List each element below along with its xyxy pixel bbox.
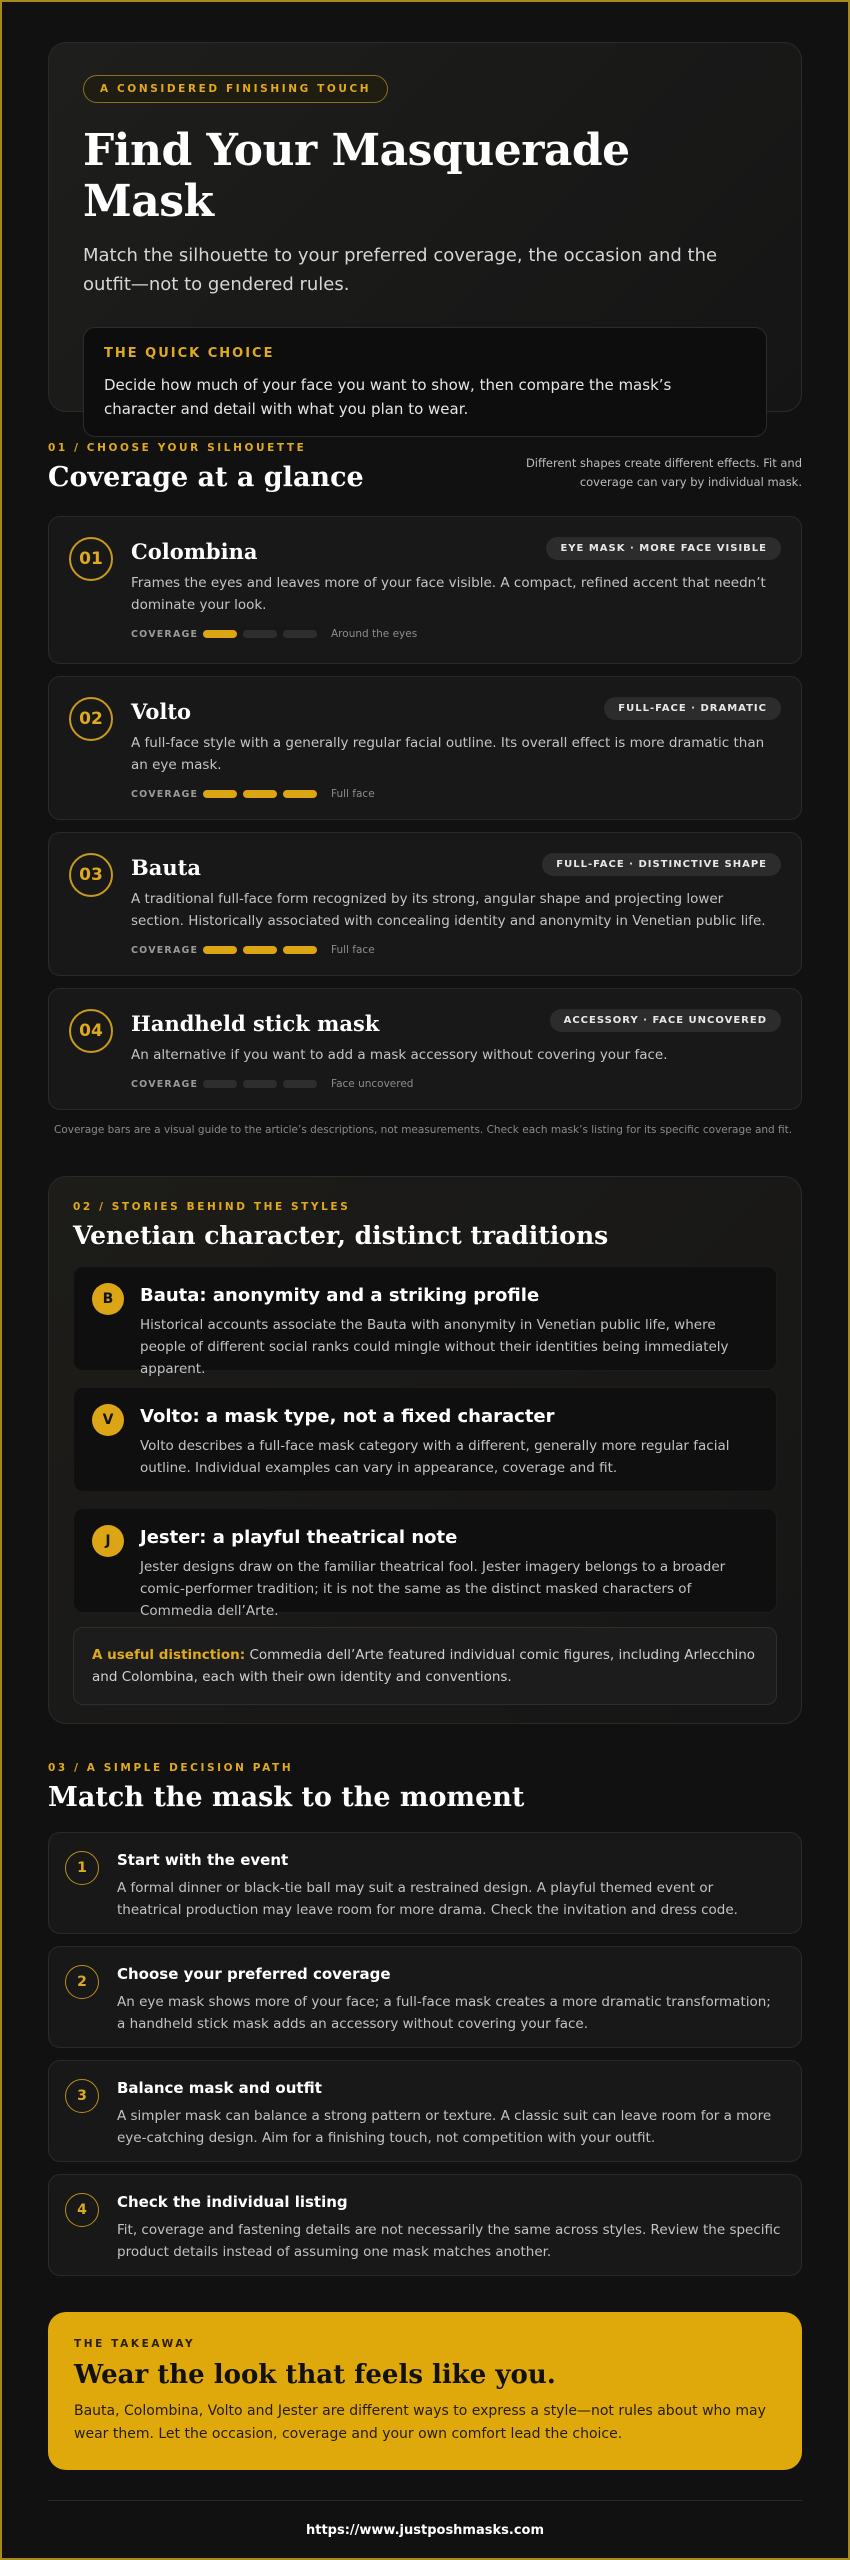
steps-title: Match the mask to the moment: [48, 1782, 525, 1813]
story-badge: J: [92, 1525, 124, 1557]
coverage-text: Full face: [331, 788, 375, 800]
silhouette-name: Colombina: [131, 539, 258, 564]
silhouette-card-volto: [48, 676, 802, 820]
silhouette-number: 02: [69, 697, 113, 741]
quick-choice-box: [83, 327, 767, 437]
takeaway-text: Bauta, Colombina, Volto and Jester are different ways to express a style—not rules about who may wear them. Let the occasion, coverage and your own comfort lead the choice.: [74, 2403, 766, 2442]
step-text: A formal dinner or black-tie ball may suit a restrained design. A playful themed event or theatrical production may leave room for more drama. Check the invitation and dress code.: [117, 1880, 738, 1918]
stories-eyebrow: 02 / STORIES BEHIND THE STYLES: [73, 1201, 351, 1213]
silhouette-desc: A traditional full-face form recognized by its strong, angular shape and projecting lower section. Historically associated with concealing identity and anonymity in Venetian public life.: [131, 891, 766, 929]
stories-section: [48, 1176, 802, 1724]
coverage-bar: [243, 946, 277, 954]
silhouette-name: Bauta: [131, 855, 201, 880]
coverage-label: COVERAGE: [131, 788, 199, 800]
silhouette-tag: FULL-FACE · DISTINCTIVE SHAPE: [542, 853, 781, 876]
step-number: 1: [65, 1851, 99, 1885]
story-title: Bauta: anonymity and a striking profile: [140, 1285, 540, 1306]
silhouette-list: [48, 516, 802, 1110]
step-title: Choose your preferred coverage: [117, 1965, 391, 1983]
silhouette-number: 01: [69, 537, 113, 581]
story-card-bauta: [73, 1266, 777, 1377]
steps-eyebrow: 03 / A SIMPLE DECISION PATH: [48, 1762, 294, 1774]
coverage-bar: [283, 790, 317, 798]
step-text: Fit, coverage and fastening details are not necessarily the same across styles. Review the specific product details instead of assuming one mask matches another.: [117, 2222, 781, 2260]
steps-list: [48, 1832, 802, 2276]
coverage-bar: [203, 946, 237, 954]
coverage-note: Coverage bars are a visual guide to the article’s descriptions, not measurements. Check each mask’s listing for its specific coverage and fit.: [54, 1124, 793, 1136]
coverage-text: Face uncovered: [331, 1078, 414, 1090]
silhouette-tag: EYE MASK · MORE FACE VISIBLE: [546, 537, 781, 560]
coverage-meter: [131, 626, 781, 642]
silhouette-card-colombina: [48, 516, 802, 664]
coverage-bar: [203, 1080, 237, 1088]
coverage-text: Full face: [331, 944, 375, 956]
silhouette-tag: ACCESSORY · FACE UNCOVERED: [550, 1009, 781, 1032]
coverage-bar: [243, 790, 277, 798]
page-title: Find Your Masquerade Mask: [83, 125, 630, 227]
coverage-bar: [203, 630, 237, 638]
hero-section: [48, 42, 802, 418]
quick-choice-label: THE QUICK CHOICE: [104, 346, 275, 361]
coverage-text: Around the eyes: [331, 628, 418, 640]
story-card-volto: [73, 1387, 777, 1492]
distinction-text: Commedia dell’Arte featured individual comic figures, including Arlecchino and Colombina, each with their own identity and conventions.: [92, 1647, 756, 1685]
silhouette-number: 04: [69, 1009, 113, 1053]
takeaway-label: THE TAKEAWAY: [74, 2338, 196, 2350]
story-badge: V: [92, 1404, 124, 1436]
coverage-bar: [243, 1080, 277, 1088]
coverage-bar: [283, 946, 317, 954]
coverage-meter: [131, 1076, 781, 1092]
silhouette-card-bauta: [48, 832, 802, 976]
silhouette-desc: Frames the eyes and leaves more of your face visible. A compact, refined accent that needn’t dominate your look.: [131, 575, 766, 613]
step-card: [48, 2174, 802, 2276]
silhouette-desc: A full-face style with a generally regular facial outline. Its overall effect is more dramatic than an eye mask.: [131, 735, 765, 773]
coverage-meter: [131, 942, 781, 958]
story-title: Jester: a playful theatrical note: [140, 1527, 458, 1548]
silhouette-name: Handheld stick mask: [131, 1011, 380, 1036]
step-card: [48, 1832, 802, 1934]
silhouette-name: Volto: [131, 699, 192, 724]
distinction-label: A useful distinction:: [92, 1647, 246, 1663]
coverage-meter: [131, 786, 781, 802]
takeaway-title: Wear the look that feels like you.: [74, 2360, 556, 2390]
step-card: [48, 2060, 802, 2162]
coverage-bar: [283, 1080, 317, 1088]
quick-choice-text: Decide how much of your face you want to show, then compare the mask’s character and detail with what you plan to wear.: [104, 376, 672, 418]
step-number: 2: [65, 1965, 99, 1999]
silhouette-desc: An alternative if you want to add a mask accessory without covering your face.: [131, 1047, 668, 1063]
step-title: Check the individual listing: [117, 2193, 348, 2211]
step-number: 4: [65, 2193, 99, 2227]
silhouette-aside: Different shapes create different effects. Fit and coverage can vary by individual mask.: [525, 456, 802, 489]
story-text: Historical accounts associate the Bauta with anonymity in Venetian public life, where people of different social ranks could mingle without their identities being immediately apparent.: [140, 1317, 729, 1377]
stories-title: Venetian character, distinct traditions: [73, 1221, 609, 1250]
story-text: Jester designs draw on the familiar theatrical fool. Jester imagery belongs to a broader comic-performer tradition; it is not the same as the distinct masked characters of Commedia dell’Arte.: [140, 1559, 726, 1619]
step-title: Start with the event: [117, 1851, 289, 1869]
coverage-bar: [203, 790, 237, 798]
step-text: An eye mask shows more of your face; a full-face mask creates a more dramatic transformation; a handheld stick mask adds an accessory without covering your face.: [117, 1994, 771, 2032]
footer-divider: [48, 2500, 802, 2501]
step-card: [48, 1946, 802, 2048]
coverage-bar: [283, 630, 317, 638]
step-number: 3: [65, 2079, 99, 2113]
silhouette-card-handheld: [48, 988, 802, 1110]
story-badge: B: [92, 1283, 124, 1315]
silhouette-eyebrow: 01 / CHOOSE YOUR SILHOUETTE: [48, 442, 307, 454]
step-text: A simpler mask can balance a strong pattern or texture. A classic suit can leave room for a more eye-catching design. Aim for a finishing touch, not competition with your outfit.: [117, 2108, 772, 2146]
coverage-label: COVERAGE: [131, 944, 199, 956]
story-title: Volto: a mask type, not a fixed character: [140, 1406, 555, 1427]
footer-url: https://www.justposhmasks.com: [305, 2523, 544, 2538]
takeaway-banner: [48, 2312, 802, 2470]
coverage-bar: [243, 630, 277, 638]
silhouette-title: Coverage at a glance: [48, 462, 364, 493]
coverage-label: COVERAGE: [131, 1078, 199, 1090]
hero-pill: A CONSIDERED FINISHING TOUCH: [83, 75, 388, 103]
silhouette-number: 03: [69, 853, 113, 897]
steps-header: [48, 1762, 802, 1820]
silhouette-tag: FULL-FACE · DRAMATIC: [604, 697, 781, 720]
hero-lede: Match the silhouette to your preferred coverage, the occasion and the outfit—not to gendered rules.: [83, 245, 718, 295]
distinction-callout: [73, 1627, 777, 1705]
silhouette-header: [48, 442, 802, 504]
coverage-label: COVERAGE: [131, 628, 199, 640]
story-text: Volto describes a full-face mask category with a different, generally more regular facial outline. Individual examples can vary in appearance, coverage and fit.: [140, 1438, 730, 1476]
story-card-jester: [73, 1508, 777, 1619]
step-title: Balance mask and outfit: [117, 2079, 322, 2097]
